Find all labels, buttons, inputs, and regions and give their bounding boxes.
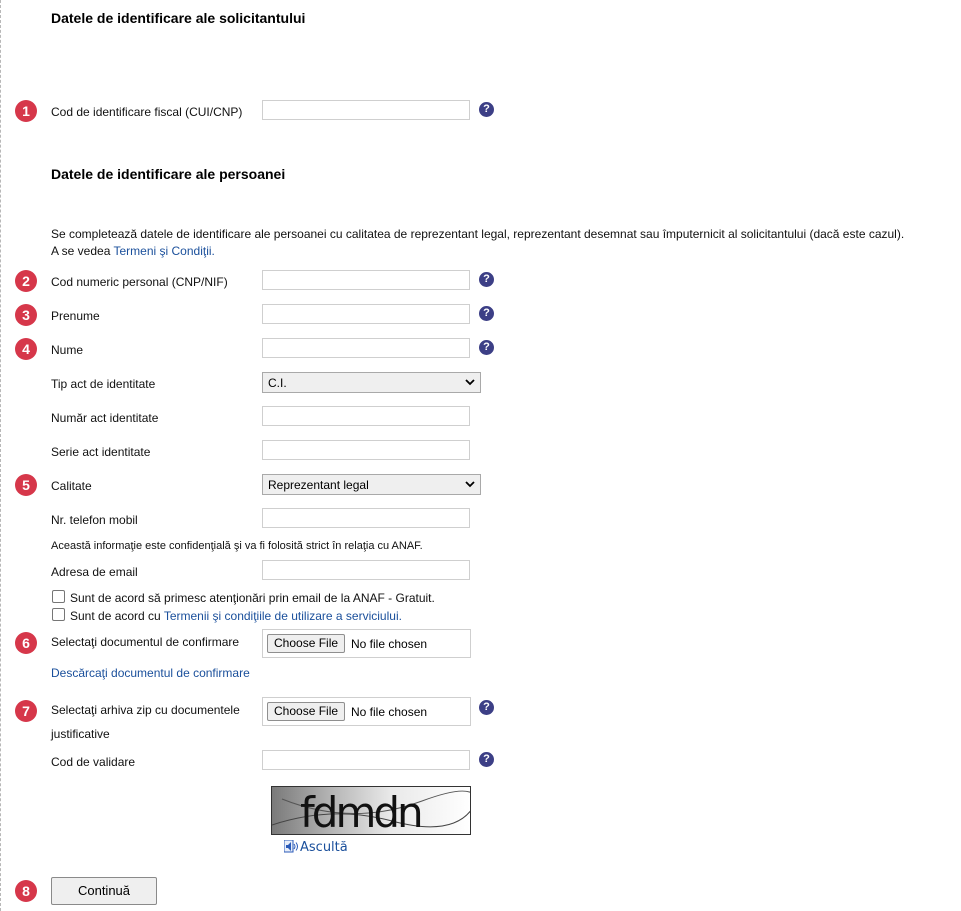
tip-act-selected-value: C.I. bbox=[268, 376, 287, 390]
help-icon-prenume[interactable]: ? bbox=[479, 306, 494, 321]
captcha-image bbox=[271, 786, 471, 835]
cod-validare-label: Cod de validare bbox=[51, 755, 136, 769]
cnp-input[interactable] bbox=[262, 270, 470, 290]
cui-input[interactable] bbox=[262, 100, 470, 120]
choose-file-button[interactable]: Choose File bbox=[267, 634, 345, 653]
listen-link[interactable]: Ascultă bbox=[300, 840, 348, 855]
page-left-border bbox=[0, 0, 1, 911]
calitate-label: Calitate bbox=[51, 479, 92, 493]
prenume-input[interactable] bbox=[262, 304, 470, 324]
email-input[interactable] bbox=[262, 560, 470, 580]
nume-label: Nume bbox=[51, 343, 84, 357]
email-label: Adresa de email bbox=[51, 565, 138, 579]
help-icon-cui[interactable]: ? bbox=[479, 102, 494, 117]
arhiva-file-input[interactable] bbox=[262, 697, 471, 726]
help-icon-cod-validare[interactable]: ? bbox=[479, 752, 494, 767]
nume-input[interactable] bbox=[262, 338, 470, 358]
help-icon-nume[interactable]: ? bbox=[479, 340, 494, 355]
chevron-down-icon bbox=[465, 479, 475, 489]
choose-file-button[interactable]: Choose File bbox=[267, 702, 345, 721]
cui-label: Cod de identificare fiscal (CUI/CNP) bbox=[51, 105, 243, 119]
cnp-label: Cod numeric personal (CNP/NIF) bbox=[51, 275, 228, 289]
arhiva-label-line1: Selectaţi arhiva zip cu documentele bbox=[51, 703, 240, 717]
help-icon-arhiva[interactable]: ? bbox=[479, 700, 494, 715]
section-title-persoana: Datele de identificare ale persoanei bbox=[51, 166, 286, 182]
section-title-solicitant: Datele de identificare ale solicitantului bbox=[51, 10, 306, 26]
terms-checkbox[interactable] bbox=[52, 608, 65, 621]
cod-validare-input[interactable] bbox=[262, 750, 470, 770]
captcha-text: fdmdn bbox=[300, 788, 421, 835]
terms-conditions-link[interactable]: Termeni şi Condiţii. bbox=[113, 244, 215, 258]
step-badge-6: 6 bbox=[15, 632, 37, 654]
telefon-input[interactable] bbox=[262, 508, 470, 528]
doc-confirmare-file-input[interactable] bbox=[262, 629, 471, 658]
notify-checkbox-label: Sunt de acord să primesc atenţionări prin email de la ANAF - Gratuit. bbox=[70, 591, 435, 605]
continue-button[interactable]: Continuă bbox=[51, 877, 157, 905]
confidential-note: Această informaţie este confidenţială şi va fi folosită strict în relaţia cu ANAF. bbox=[51, 540, 423, 552]
calitate-selected-value: Reprezentant legal bbox=[268, 478, 369, 492]
help-icon-cnp[interactable]: ? bbox=[479, 272, 494, 287]
numar-act-input[interactable] bbox=[262, 406, 470, 426]
tip-act-select[interactable] bbox=[262, 372, 481, 393]
file-status: No file chosen bbox=[351, 705, 428, 719]
step-badge-7: 7 bbox=[15, 700, 37, 722]
chevron-down-icon bbox=[465, 377, 475, 387]
tip-act-label: Tip act de identitate bbox=[51, 377, 156, 391]
step-badge-8: 8 bbox=[15, 880, 37, 902]
doc-confirmare-label: Selectaţi documentul de confirmare bbox=[51, 635, 240, 649]
terms-prefix: Sunt de acord cu bbox=[70, 609, 164, 623]
step-badge-1: 1 bbox=[15, 100, 37, 122]
terms-checkbox-label bbox=[70, 608, 402, 624]
step-badge-2: 2 bbox=[15, 270, 37, 292]
calitate-select[interactable] bbox=[262, 474, 481, 495]
file-status: No file chosen bbox=[351, 637, 428, 651]
download-confirmation-link[interactable]: Descărcaţi documentul de confirmare bbox=[51, 666, 250, 680]
serie-act-input[interactable] bbox=[262, 440, 470, 460]
serie-act-label: Serie act identitate bbox=[51, 445, 151, 459]
intro-see-prefix: A se vedea bbox=[51, 244, 114, 258]
intro-see-line bbox=[51, 243, 215, 259]
numar-act-label: Număr act identitate bbox=[51, 411, 159, 425]
notify-checkbox[interactable] bbox=[52, 590, 65, 603]
arhiva-label-line2: justificative bbox=[51, 727, 110, 741]
speaker-icon bbox=[284, 840, 300, 855]
step-badge-5: 5 bbox=[15, 474, 37, 496]
telefon-label: Nr. telefon mobil bbox=[51, 513, 138, 527]
step-badge-4: 4 bbox=[15, 338, 37, 360]
prenume-label: Prenume bbox=[51, 309, 100, 323]
step-badge-3: 3 bbox=[15, 304, 37, 326]
intro-text: Se completează datele de identificare ale persoanei cu calitatea de reprezentant legal, reprezentant desemnat sau împuternicit al solicitantului (dacă este cazul). bbox=[51, 227, 905, 241]
terms-usage-link[interactable]: Termenii şi condiţiile de utilizare a serviciului. bbox=[163, 609, 402, 623]
